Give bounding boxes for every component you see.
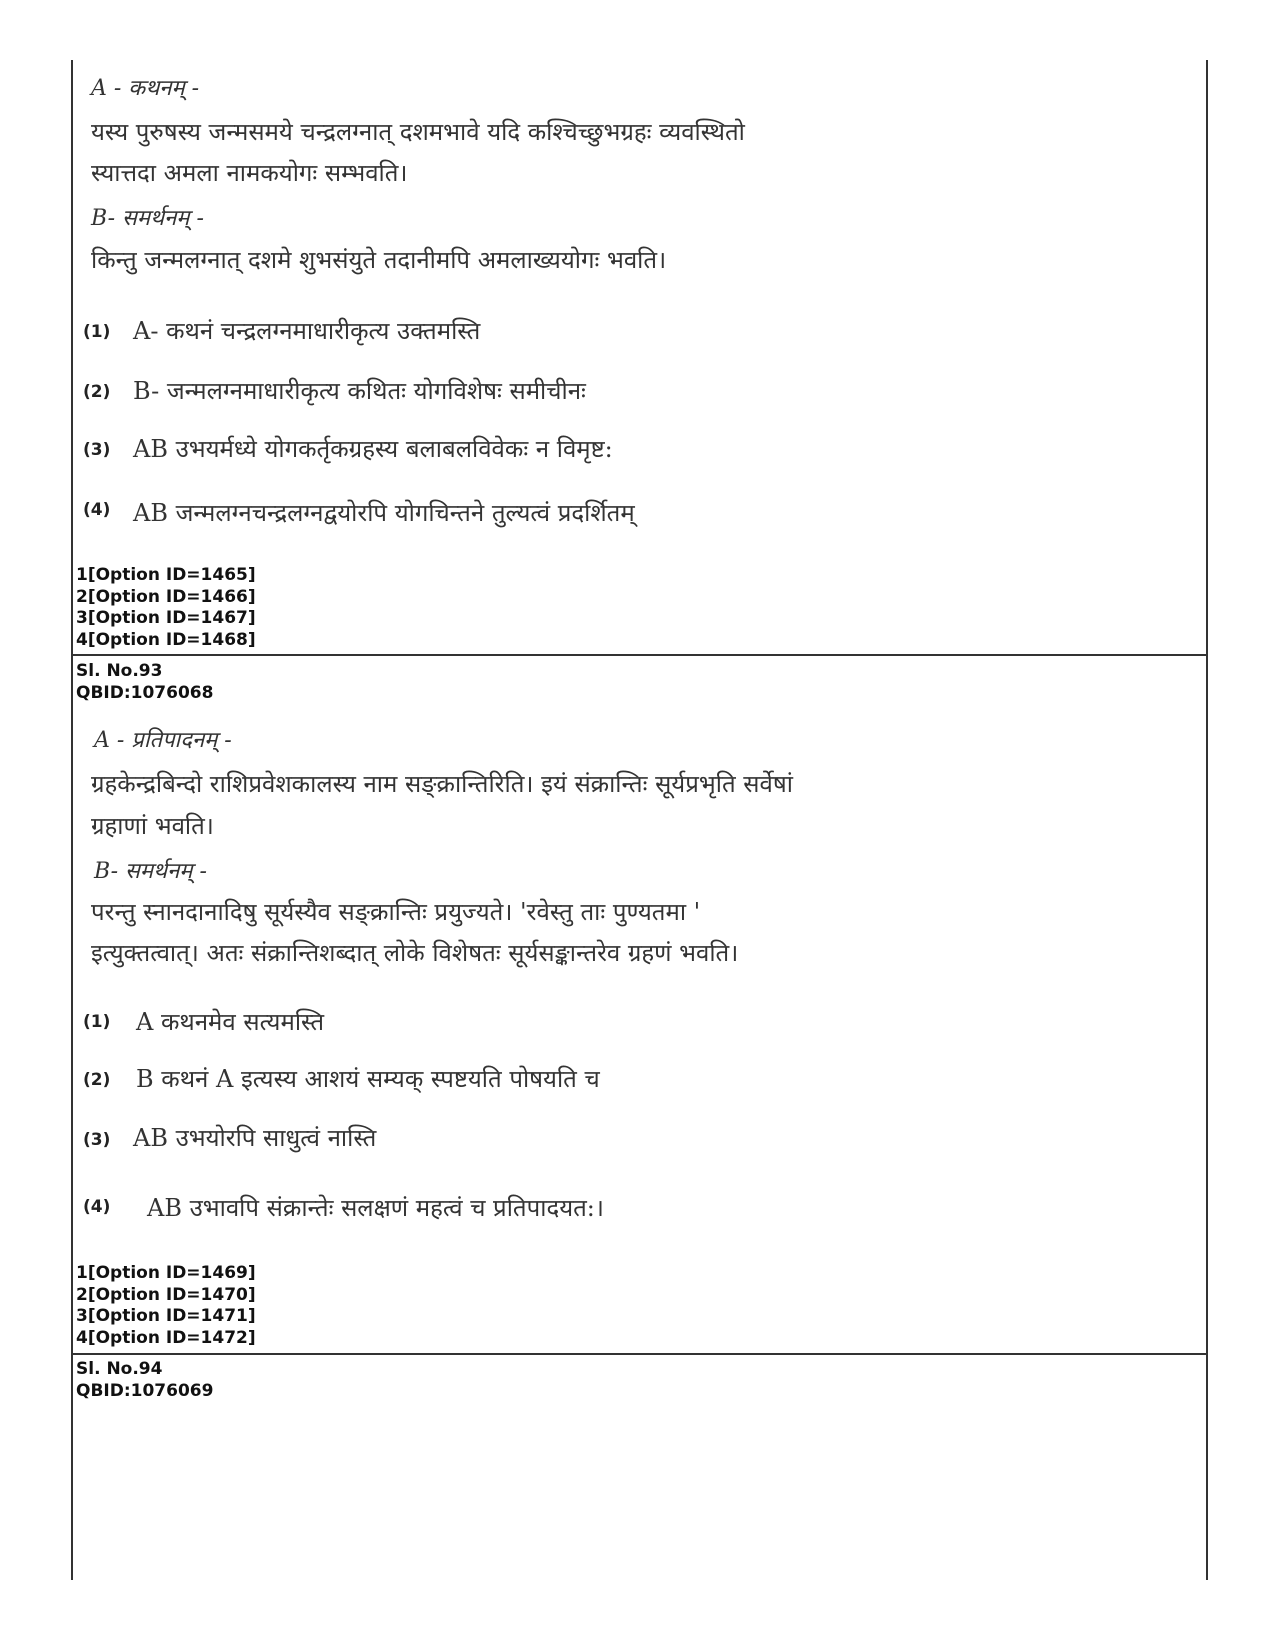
q93-b-line1: परन्तु स्नानदानादिषु सूर्यस्यैव सङ्क्रान्तिः प्रयुज्यते। 'रवेस्तु ताः पुण्यतमा ' bbox=[91, 898, 701, 926]
q94-serial-number: Sl. No.94 bbox=[76, 1359, 163, 1379]
q92-option-3-number: (3) bbox=[83, 440, 111, 460]
q92-option-id-2: 2[Option ID=1466] bbox=[76, 586, 256, 607]
q92-b-line1: किन्तु जन्मलग्नात् दशमे शुभसंयुते तदानीमपि अमलाख्ययोगः भवति। bbox=[91, 246, 667, 274]
q93-a-line2: ग्रहाणां भवति। bbox=[91, 812, 214, 840]
q93-option-1-text: A कथनमेव सत्यमस्ति bbox=[136, 1008, 325, 1036]
q92-option-2-number: (2) bbox=[83, 382, 111, 402]
q92-option-ids bbox=[76, 565, 256, 651]
q92-option-3-text: AB उभयर्मध्ये योगकर्तृकग्रहस्य बलाबलविवेकः न विमृष्ट: bbox=[133, 435, 613, 463]
q92-option-4-text: AB जन्मलग्नचन्द्रलग्नद्वयोरपि योगचिन्तने तुल्यत्वं प्रदर्शितम् bbox=[133, 499, 635, 527]
q93-serial-number: Sl. No.93 bbox=[76, 661, 163, 681]
divider-q93-q94 bbox=[71, 1353, 1206, 1355]
q92-option-id-1: 1[Option ID=1465] bbox=[76, 565, 256, 585]
q93-a-label: A - प्रतिपादनम् - bbox=[94, 728, 232, 753]
q93-option-id-4: 4[Option ID=1472] bbox=[76, 1327, 256, 1348]
q93-option-1-number: (1) bbox=[83, 1012, 111, 1032]
q93-a-line1: ग्रहकेन्द्रबिन्दो राशिप्रवेशकालस्य नाम सङ्क्रान्तिरिति। इयं संक्रान्तिः सूर्यप्रभृति सर्वेषां bbox=[91, 770, 793, 798]
q92-option-4-number: (4) bbox=[83, 500, 111, 520]
q92-option-1-text: A- कथनं चन्द्रलग्नमाधारीकृत्य उक्तमस्ति bbox=[133, 317, 481, 345]
q93-option-3-text: AB उभयोरपि साधुत्वं नास्ति bbox=[133, 1124, 377, 1152]
q94-header bbox=[76, 1359, 213, 1402]
q93-option-id-3: 3[Option ID=1471] bbox=[76, 1306, 256, 1326]
q92-a-label: A - कथनम् - bbox=[91, 76, 200, 101]
q93-qbid: QBID:1076068 bbox=[76, 682, 214, 703]
divider-q92-q93 bbox=[71, 654, 1206, 656]
q93-option-4-text: AB उभावपि संक्रान्तेः सलक्षणं महत्वं च प्रतिपादयत:। bbox=[147, 1194, 604, 1222]
q93-option-2-text: B कथनं A इत्यस्य आशयं सम्यक् स्पष्टयति पोषयति च bbox=[136, 1065, 600, 1093]
q93-option-4-number: (4) bbox=[83, 1197, 111, 1217]
q92-option-id-4: 4[Option ID=1468] bbox=[76, 629, 256, 650]
q94-qbid: QBID:1076069 bbox=[76, 1380, 214, 1401]
q93-option-id-1: 1[Option ID=1469] bbox=[76, 1263, 256, 1283]
q92-b-label: B- समर्थनम् - bbox=[91, 206, 204, 231]
q93-b-label: B- समर्थनम् - bbox=[94, 859, 207, 884]
page-frame bbox=[71, 60, 1208, 1580]
q93-header bbox=[76, 661, 213, 704]
q92-option-2-text: B- जन्मलग्नमाधारीकृत्य कथितः योगविशेषः समीचीनः bbox=[133, 377, 586, 405]
q93-option-2-number: (2) bbox=[83, 1070, 111, 1090]
q93-b-line2: इत्युक्तत्वात्। अतः संक्रान्तिशब्दात् लोके विशेषतः सूर्यसङ्कान्तरेव ग्रहणं भवति। bbox=[91, 939, 739, 967]
q93-option-id-2: 2[Option ID=1470] bbox=[76, 1284, 256, 1305]
q93-option-3-number: (3) bbox=[83, 1130, 111, 1150]
q92-a-line2: स्यात्तदा अमला नामकयोगः सम्भवति। bbox=[91, 159, 408, 187]
q92-option-1-number: (1) bbox=[83, 322, 111, 342]
q92-a-line1: यस्य पुरुषस्य जन्मसमये चन्द्रलग्नात् दशमभावे यदि कश्चिच्छुभग्रहः व्यवस्थितो bbox=[91, 118, 745, 146]
q93-option-ids bbox=[76, 1263, 256, 1349]
q92-option-id-3: 3[Option ID=1467] bbox=[76, 608, 256, 628]
